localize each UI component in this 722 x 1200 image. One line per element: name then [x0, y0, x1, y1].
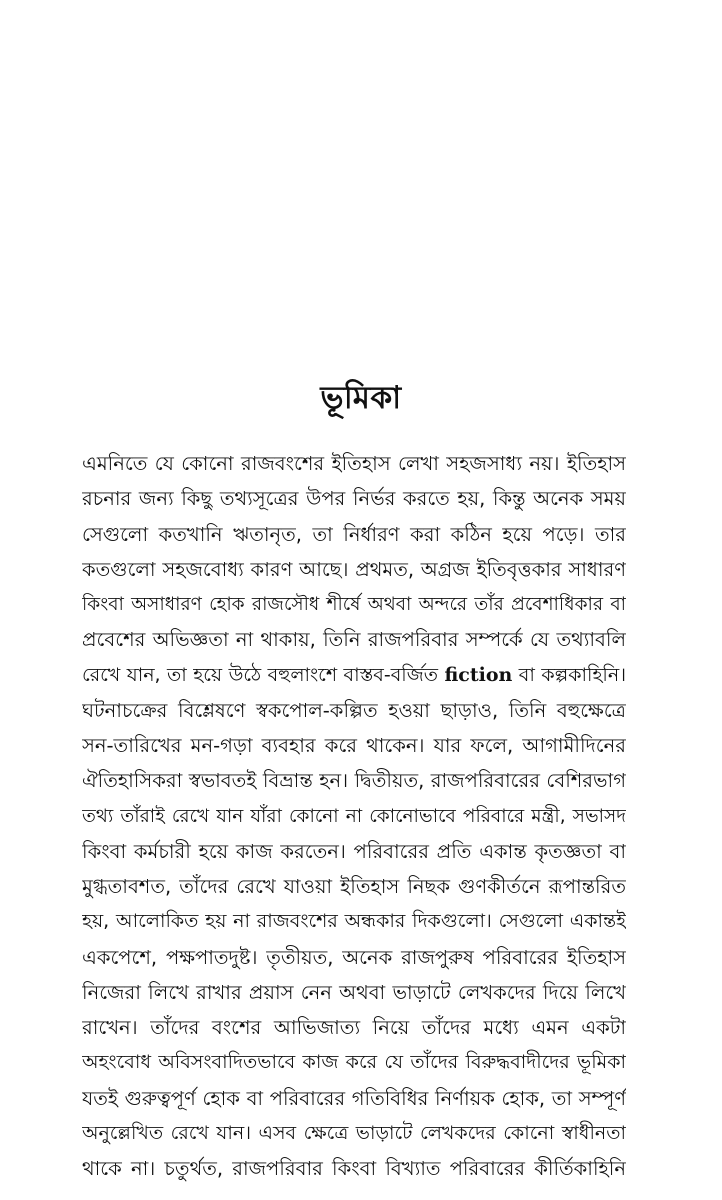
text-line: অহংবোধ অবিসংবাদিতভাবে কাজ করে যে তাঁদের বিরুদ্ধবাদীদের ভূমিকা: [82, 1051, 626, 1074]
body-paragraph: [82, 446, 626, 1186]
text-line: কিংবা কর্মচারী হয়ে কাজ করতেন। পরিবারের প্রতি একান্ত কৃতজ্ঞতা বা: [82, 839, 626, 863]
text-line: কিংবা অসাধারণ হোক রাজসৌধ শীর্ষে অথবা অন্দরে তাঁর প্রবেশাধিকার বা: [82, 594, 626, 615]
text-line: [82, 658, 626, 693]
text-line: সেগুলো কতখানি ঋতানৃত, তা নির্ধারণ করা কঠিন হয়ে পড়ে। তার: [82, 522, 626, 546]
text-line: রাখেন। তাঁদের বংশের আভিজাত্য নিয়ে তাঁদের মধ্যে এমন একটা: [82, 1016, 626, 1039]
text-line: প্রবেশের অভিজ্ঞতা না থাকায়, তিনি রাজপরিবার সম্পর্কে যে তথ্যাবলি: [82, 628, 626, 652]
text-line: একপেশে, পক্ষপাতদুষ্ট। তৃতীয়ত, অনেক রাজপুরুষ পরিবারের ইতিহাস: [82, 945, 626, 969]
text-line: নিজেরা লিখে রাখার প্রয়াস নেন অথবা ভাড়াটে লেখকদের দিয়ে লিখে: [82, 980, 626, 1004]
text-segment: রেখে যান, তা হয়ে উঠে বহুলাংশে বাস্তব-বর্জিত: [82, 663, 445, 686]
text-line: হয়, আলোকিত হয় না রাজবংশের অন্ধকার দিকগুলো। সেগুলো একান্তই: [82, 910, 626, 933]
text-line: তথ্য তাঁরাই রেখে যান যাঁরা কোনো না কোনোভাবে পরিবারে মন্ত্রী, সভাসদ: [82, 805, 626, 827]
english-word: fiction: [444, 663, 513, 686]
text-line: মুগ্ধতাবশত, তাঁদের রেখে যাওয়া ইতিহাস নিছক গুণকীর্তনে রূপান্তরিত: [82, 875, 626, 898]
text-line: কতগুলো সহজবোধ্য কারণ আছে। প্রথমত, অগ্রজ ইতিবৃত্তকার সাধারণ: [82, 557, 626, 581]
text-line: ঘটনাচক্রের বিশ্লেষণে স্বকপোল-কল্পিত হওয়া ছাড়াও, তিনি বহুক্ষেত্রে: [82, 698, 626, 722]
text-line: ঐতিহাসিকরা স্বভাবতই বিভ্রান্ত হন। দ্বিতীয়ত, রাজপরিবারের বেশিরভাগ: [82, 769, 626, 793]
text-line: রচনার জন্য কিছু তথ্যসূত্রের উপর নির্ভর করতে হয়, কিন্তু অনেক সময়: [82, 487, 626, 511]
text-line: যতই গুরুত্বপূর্ণ হোক বা পরিবারের গতিবিধির নির্ণায়ক হোক, তা সম্পূর্ণ: [82, 1086, 626, 1110]
text-line: থাকে না। চতুর্থত, রাজপরিবার কিংবা বিখ্যাত পরিবারের কীর্তিকাহিনি: [82, 1157, 626, 1180]
chapter-title: ভূমিকা: [320, 380, 402, 416]
text-line: অনুল্লেখিত রেখে যান। এসব ক্ষেত্রে ভাড়াটে লেখকদের কোনো স্বাধীনতা: [82, 1121, 626, 1144]
text-line: সন-তারিখের মন-গড়া ব্যবহার করে থাকেন। যার ফলে, আগামীদিনের: [82, 734, 626, 757]
text-line: এমনিতে যে কোনো রাজবংশের ইতিহাস লেখা সহজসাধ্য নয়। ইতিহাস: [82, 452, 626, 475]
text-segment: বা কল্পকাহিনি।: [512, 663, 626, 686]
